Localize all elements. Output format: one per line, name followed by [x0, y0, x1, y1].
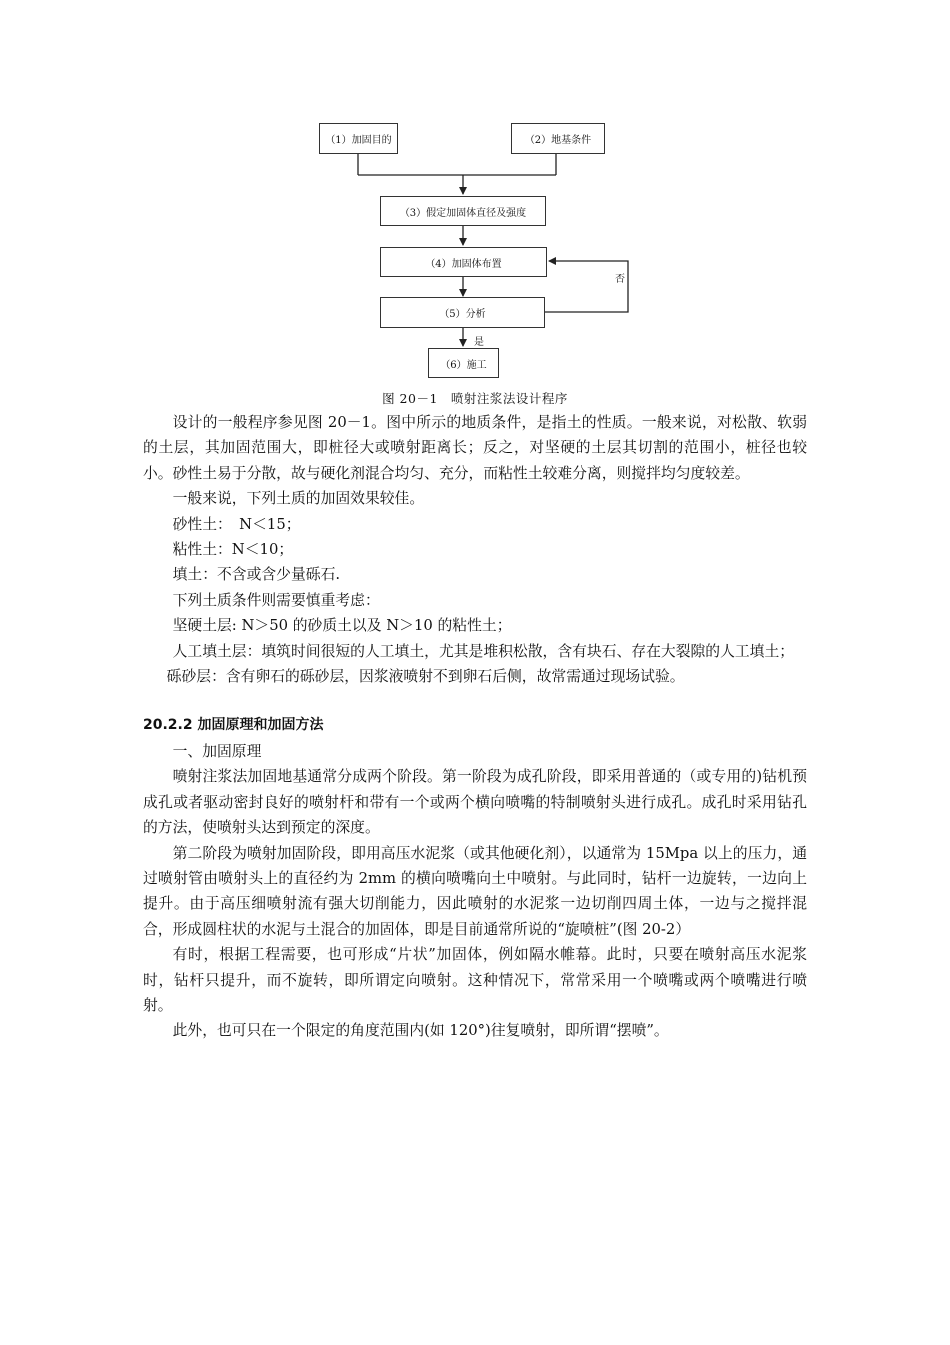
flow-box-assume-diameter: （3）假定加固体直径及强度: [380, 196, 546, 226]
label-no: 否: [615, 274, 625, 285]
paragraph: 此外，也可只在一个限定的角度范围内(如 120°)往复喷射，即所谓“摆喷”。: [172, 1022, 669, 1040]
paragraph: 有时，根据工程需要，也可形成“片状”加固体，例如隔水帷幕。此时，只要在喷射高压水泥浆时，钻杆只提升，而不旋转，即所谓定向喷射。这种情况下，常常采用一个喷嘴或两个喷嘴进行喷射。: [143, 946, 807, 1014]
paragraph: 下列土质条件则需要慎重考虑：: [172, 591, 380, 609]
paragraph: 坚硬土层: N＞50 的砂质土以及 N＞10 的粘性土；: [172, 617, 512, 635]
paragraph: 第二阶段为喷射加固阶段，即用高压水泥浆（或其他硬化剂），以通常为 15Mpa 以上的压力，通过喷射管由喷射头上的直径约为 2mm 的横向喷嘴向土中喷射。与此同时，钻杆一边旋转，一边向上提升。由于高压细喷射流有强大切削能力，因此喷射的水泥浆一边切削四周土体，一边与之搅拌混合，形成圆柱状的水泥与土混合的加固体，即是目前通常所说的“旋喷桩”(图 20-2）: [143, 844, 807, 938]
flow-box-construction: （6）施工: [428, 348, 499, 378]
paragraph: 一般来说，下列土质的加固效果较佳。: [172, 490, 425, 508]
section-heading: 20.2.2 加固原理和加固方法: [143, 717, 324, 734]
label-yes: 是: [474, 337, 484, 348]
flow-box-analysis: （5）分析: [380, 297, 545, 328]
feedback-loop: [545, 261, 628, 312]
paragraph: 喷射注浆法加固地基通常分成两个阶段。第一阶段为成孔阶段，即采用普通的（或专用的)钻机预成孔或者驱动密封良好的喷射杆和带有一个或两个横向喷嘴的特制喷射头进行成孔。成孔时采用钻孔的方法，使喷射头达到预定的深度。: [143, 768, 807, 837]
figure-caption: 图 20－1 喷射注浆法设计程序: [382, 391, 568, 406]
flow-box-purpose: （1）加固目的: [319, 123, 398, 154]
paragraph: 砾砂层：含有卵石的砾砂层，因浆液喷射不到卵石后侧，故常需通过现场试验。: [166, 668, 685, 686]
paragraph: 砂性土： N＜15；: [172, 515, 301, 533]
paragraph: 粘性土：N＜10；: [172, 541, 294, 559]
flow-box-layout: （4）加固体布置: [380, 247, 547, 277]
flowchart: [300, 110, 660, 390]
paragraph: 设计的一般程序参见图 20－1。图中所示的地质条件，是指土的性质。一般来说，对松散、软弱的土层，其加固范围大，即桩径大或喷射距离长；反之，对坚硬的土层其切割的范围小，桩径也较小。砂性土易于分散，故与硬化剂混合均匀、充分，而粘性土较难分离，则搅拌均匀度较差。: [143, 414, 807, 482]
paragraph: 填土：不含或含少量砾石.: [172, 566, 341, 584]
paragraph: 人工填土层：填筑时间很短的人工填土，尤其是堆积松散，含有块石、存在大裂隙的人工填土；: [172, 642, 795, 660]
body-text: [143, 410, 807, 1044]
flow-box-foundation: （2）地基条件: [511, 123, 605, 154]
subheading: 一、加固原理: [172, 742, 262, 760]
